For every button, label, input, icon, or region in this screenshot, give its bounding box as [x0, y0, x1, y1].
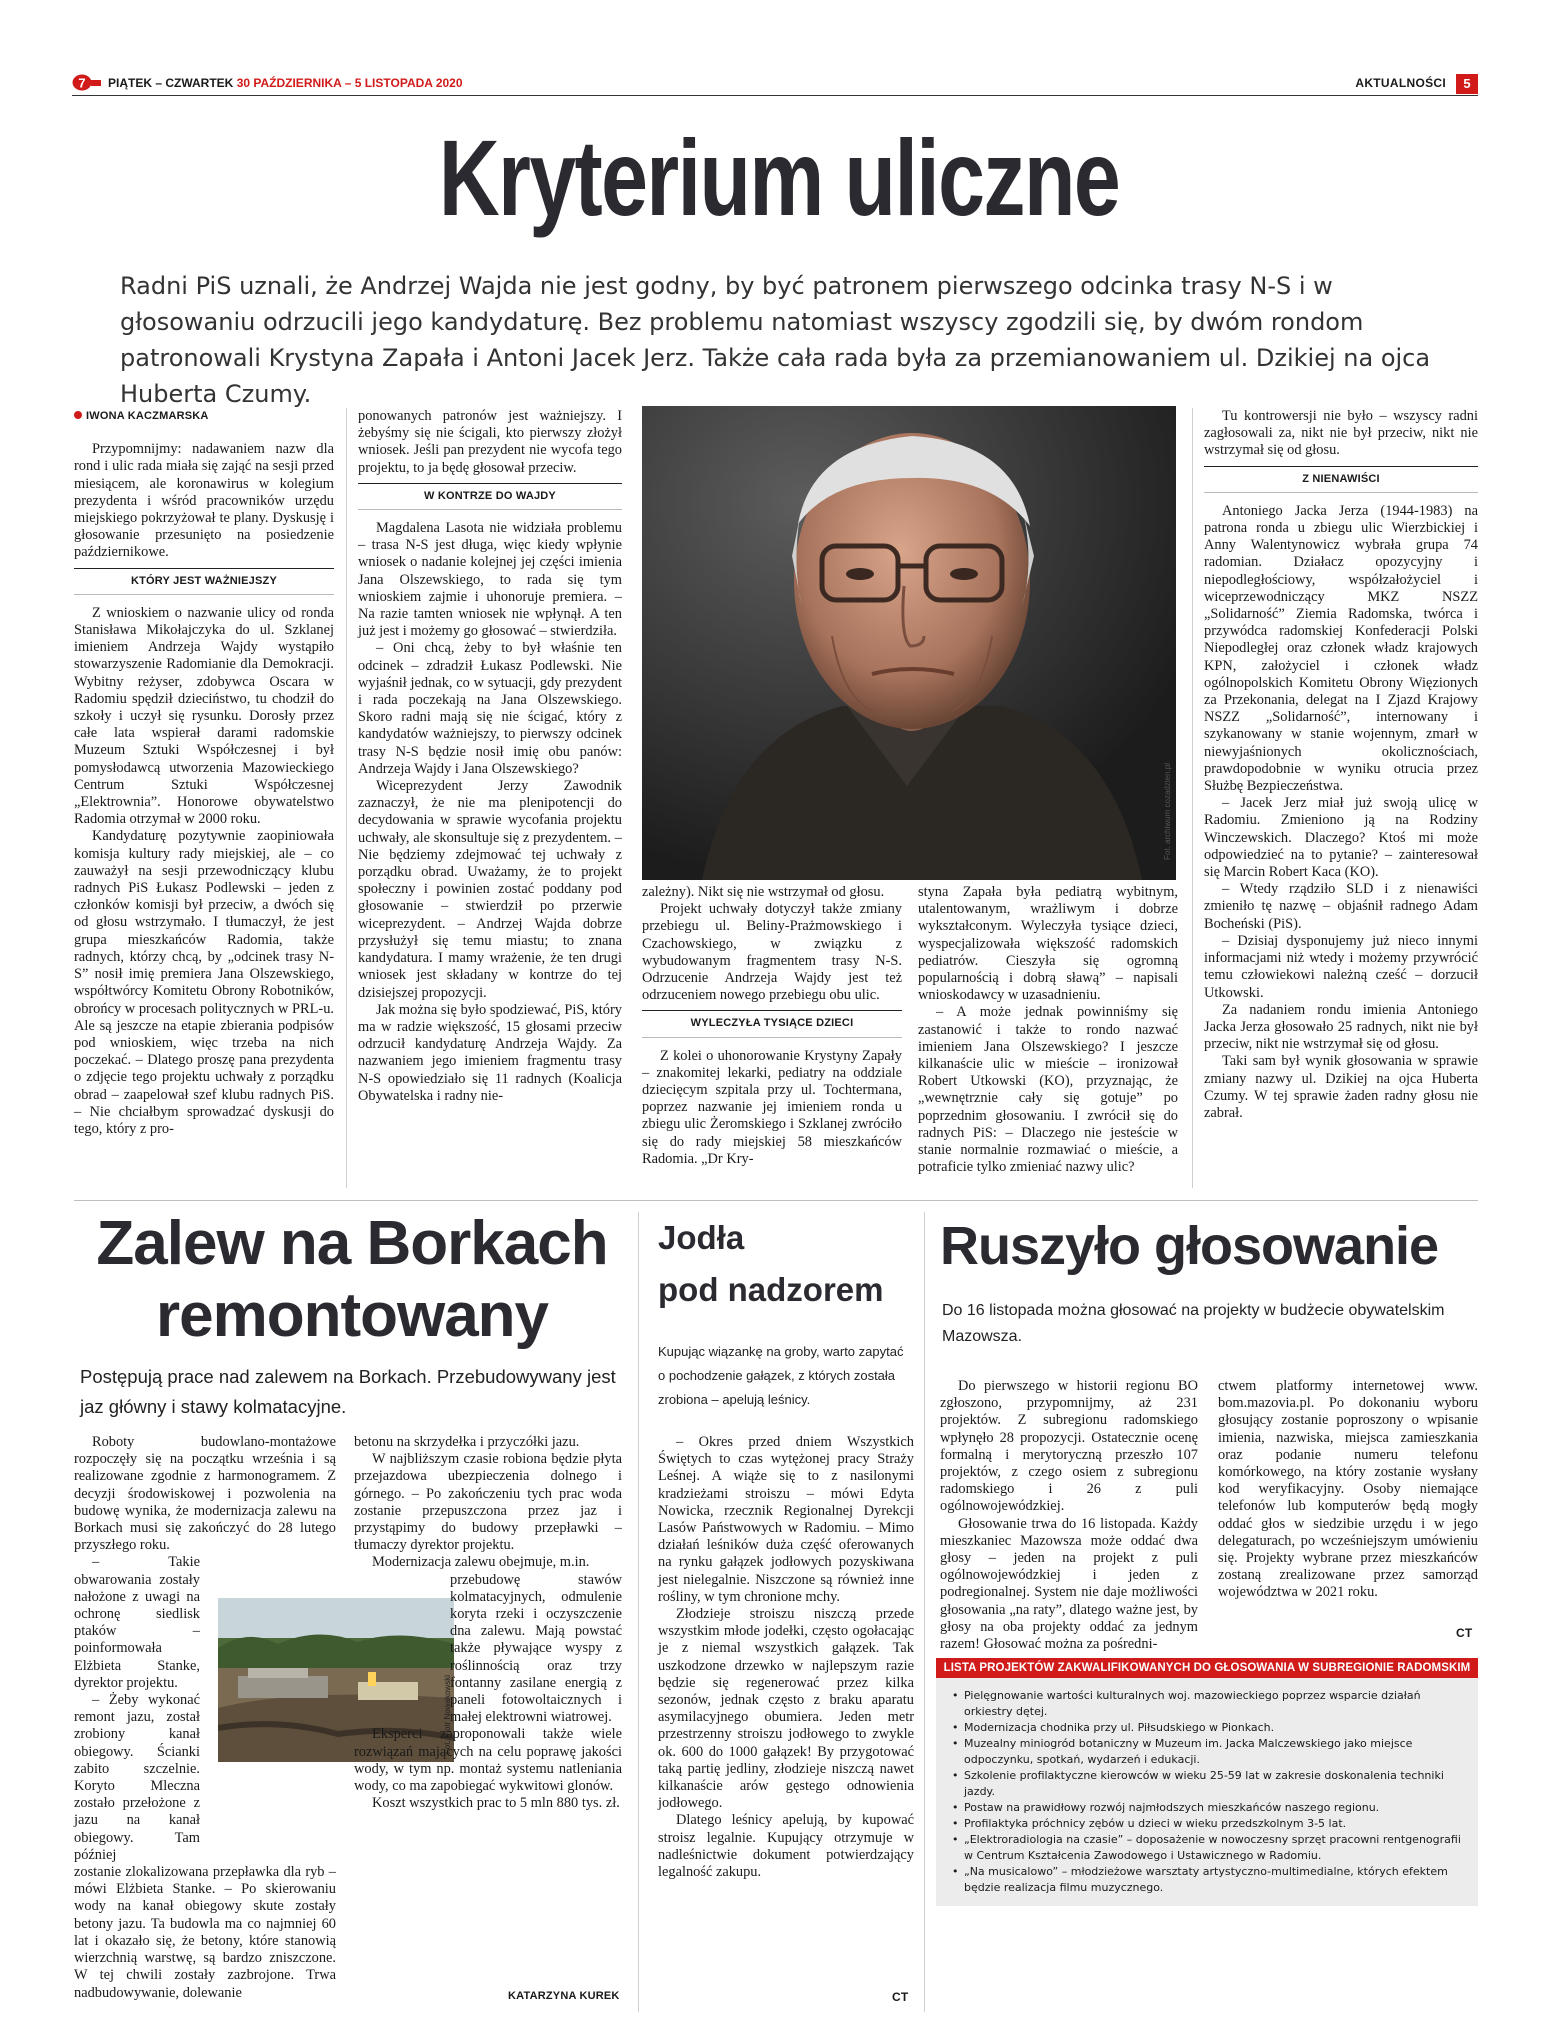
column-divider	[924, 1212, 925, 2012]
projects-list	[936, 1678, 1478, 1906]
paragraph: – Wtedy rządziło SLD i z nienawiści zmieniło tę nazwę – objaśnił radnego Adam Bocheński (PiS).	[1204, 881, 1478, 932]
column-divider	[346, 408, 347, 1188]
paragraph: Projekt uchwały dotyczył także zmiany przebiegu ul. Beliny-Prażmowskiego i Czachowskiego, w związku z wybudowanym fragmentem trasy N-S. Odrzucenie Andrzeja Wajdy jest też odrzuceniem nowego przebiegu obu ulic.	[642, 901, 902, 1004]
column-divider	[638, 1212, 639, 2012]
paragraph: – Jacek Jerz miał już swoją ulicę w Radomiu. Zmieniono ją na Rodziny Winczewskich. Dlaczego? Ktoś mi może odpowiedzieć na to pytanie? – zainteresował się Marcin Robert Kaca (KO).	[1204, 795, 1478, 881]
paragraph: ctwem platformy internetowej www. bom.mazovia.pl. Po dokonaniu wyboru głosujący zostanie poproszony o wpisanie imienia, nazwiska, miejsca zamieszkania oraz podanie numeru telefonu komórkowego, na który zostanie wysłany kod weryfikacyjny. Osoby niemające telefonów lub komputerów będą mogły oddać głos w siedzibie urzędu i w jego delegaturach, po wcześniejszym umówieniu się. Projekty wybrane przez mieszkańców zostaną zrealizowane przez samorząd województwa w 2021 roku.	[1218, 1378, 1478, 1601]
paragraph: ponowanych patronów jest ważniejszy. I żebyśmy się nie ścigali, kto pierwszy złożył wniosek. Jeśli pan prezydent nie wycofa tego projektu, to ja będę głosował przeciw.	[358, 408, 622, 476]
subheading: W KONTRZE DO WAJDY	[358, 483, 622, 510]
jodla-author: CT	[892, 1990, 909, 2004]
main-column-3	[642, 884, 902, 1168]
main-column-1	[74, 408, 334, 1138]
projects-list-body	[936, 1678, 1478, 1906]
zalew-headline: Zalew na Borkach remontowany	[96, 1209, 608, 1350]
paragraph: Z wnioskiem o nazwanie ulicy od ronda Stanisława Mikołajczyka do ul. Szklanej imieniem Andrzeja Wajdy wystąpiło stowarzyszenie Radomianie dla Demokracji. Wybitny reżyser, zdobywca Oscara w Radomiu spędził dzieciństwo, tu chodził do szkoły i uczył się rysunku. Dorosły przez całe lata wspierał darami radomskie Muzeum Sztuki Współczesnej i był pomysłodawcą utworzenia Mazowieckiego Centrum Sztuki Współczesnej „Elektrownia”. Honorowe obywatelstwo Radomia otrzymał w 2000 roku.	[74, 604, 334, 828]
bo-headline: Ruszyło głosowanie	[940, 1216, 1439, 1276]
bo-lead: Do 16 listopada można głosować na projekty w budżecie obywatelskim Mazowsza.	[942, 1302, 1445, 1345]
paragraph: Przypomnijmy: nadawaniem nazw dla rond i ulic rada miała się zająć na sesji przed miesiącem, ale koronawirus w kolegium prezydenta i wśród pracowników urzędu miejskiego pokrzyżował te plany. Dyskusję i głosowanie przesunięto na posiedzenie październikowe.	[74, 441, 334, 561]
paragraph: – A może jednak powinniśmy się zastanowić i także to rondo nazwać imieniem Jana Olszewskiego? I jeszcze kilkanaście ulic w mieście – ironizował Robert Utkowski (KO), przyznając, że „wewnętrznie cały się gotuje” po poprzednim głosowaniu. I zwrócił się do radnych PiS: – Dlaczego nie jesteście w stanie normalnie rozmawiać o mieście, a potraficie tylko zmieniać nazwy ulic?	[918, 1004, 1178, 1176]
paragraph: – Dzisiaj dysponujemy już nieco innymi informacjami niż wtedy i możemy przywrócić temu człowiekowi należną cześć – dorzucił Utkowski.	[1204, 932, 1478, 1001]
paragraph: Złodzieje stroiszu niszczą przede wszystkim młode jodełki, często ogołacając je z niemal wszystkich gałązek. Tak uszkodzone drzewko w najlepszym razie będzie się regenerować przez kilka sezonów, jednak często z braku aparatu asymilacyjnego obumiera. Jeden metr przestrzenny stroiszu jodłowego to zwykle ok. 600 do 1000 gałązek! By przygotować taką partię jedliny, złodzieje niszczą nawet kilkanaście arów gęstego odnowienia jodłowego.	[658, 1606, 914, 1812]
jodla-lead: Kupując wiązankę na groby, warto zapytać o pochodzenie gałązek, z których została zrobiona – apelują leśnicy.	[658, 1344, 904, 1407]
paragraph: Roboty budowlano-montażowe rozpoczęły się na początku września i są realizowane zgodnie z harmonogramem. Z decyzji środowiskowej i pozwolenia na budowę wynika, że modernizacja zalewu na Borkach musi się zakończyć do 28 lutego przyszłego roku.	[74, 1434, 336, 1554]
paragraph: – Oni chcą, żeby to był właśnie ten odcinek – zdradził Łukasz Podlewski. Nie wyjaśnił jednak, co w sytuacji, gdy prezydent i rada poczekają na Jana Olszewskiego. Skoro radni mają się nie ścigać, który z kandydatów ważniejszy, to pierwszy odcinek trasy N-S będzie nosił imię obu panów: Andrzeja Wajdy i Jana Olszewskiego?	[358, 640, 622, 777]
paragraph: Koszt wszystkich prac to 5 mln 880 tys. zł.	[372, 1795, 620, 1812]
paragraph: – Żeby wykonać remont jazu, został zrobiony kanał obiegowy. Ścianki zabito szczelnie. Koryto Mleczna zostało przełożone z jazu na kanał obiegowy. Tam później	[74, 1692, 200, 1863]
jodla-column	[658, 1434, 914, 1881]
paragraph: przebudowę stawów kolmatacyjnych, odmulenie koryta rzeki i oczyszczenie dna zalewu. Mają powstać także pływające wyspy z roślinnością oraz trzy fontanny zasilane energią z paneli fotowoltaicznych i małej elektrowni wiatrowej.	[450, 1571, 622, 1726]
list-item: • Muzealny miniogród botaniczny w Muzeum im. Jacka Malczewskiego jako miejsce odpoczynku, spotkań, wydarzeń i edukacji.	[964, 1736, 1464, 1768]
list-item: • „Na musicalowo” – młodzieżowe warsztaty artystyczno-multimedialne, których efektem będzie realizacja filmu muzycznego.	[964, 1864, 1464, 1896]
projects-list-box	[936, 1658, 1478, 1906]
paragraph: W najbliższym czasie robiona będzie płyta przejazdowa ubezpieczenia dolnego i górnego. – Po zakończeniu tych prac woda zostanie przepuszczona przez jaz i przystąpimy do budowy przepławki – tłumaczy dyrektor projektu.	[354, 1451, 622, 1554]
paragraph: Tu kontrowersji nie było – wszyscy radni zagłosowali za, nikt nie był przeciw, nikt nie wstrzymał się od głosu.	[1204, 408, 1478, 459]
header-rule	[72, 95, 1478, 96]
list-item: • Pielęgnowanie wartości kulturalnych woj. mazowieckiego poprzez wsparcie działań orkiestry dętej.	[964, 1688, 1464, 1720]
photo-credit: Fot. archiwum cozadzien.pl	[1163, 763, 1172, 860]
paragraph: Antoniego Jacka Jerza (1944-1983) na patrona ronda u zbiegu ulic Wierzbickiej i Anny Walentynowicz wybrała grupa 74 radomian. Działacz opozycyjny i niepodległościowy, współzałożyciel i wiceprzewodniczący MKZ NSZZ „Solidarność” Ziemia Radomska, twórca i przywódca radomskiej Konfederacji Polski Niepodległej oraz członek władz krajowych KPN, założyciel i członek władz ogólnopolskich Komitetu Obrony Więzionych za Przekonania, delegat na I Zjazd Krajowy NSZZ „Solidarność”, internowany i szykanowany w stanie wojennym, zmarł w niewyjaśnionych okolicznościach, prawdopodobnie w wyniku otrucia przez Służbę Bezpieczeństwa.	[1204, 502, 1478, 795]
main-headline: Kryterium uliczne	[438, 117, 1120, 238]
column-divider	[1192, 408, 1193, 1188]
zalew-column-2	[354, 1434, 622, 1812]
main-lead: Radni PiS uznali, że Andrzej Wajda nie jest godny, by być patronem pierwszego odcinka trasy N-S i w głosowaniu odrzucili jego kandydaturę. Bez problemu natomiast wszyscy zgodzili się, by dwóm rondom patronowali Krystyna Zapała i Antoni Jacek Jerz. Także cała rada była za przemianowaniem ul. Dzikiej na ojca Huberta Czumy.	[120, 272, 1431, 408]
list-item: • Profilaktyka próchnicy zębów u dzieci w wieku przedszkolnym 3-5 lat.	[964, 1816, 1464, 1832]
paragraph: Kandydaturę pozytywnie zaopiniowała komisja kultury rady miejskiej, ale – co zauważył na sesji przewodniczący klubu radnych PiS Łukasz Podlewski – jeden z członków komisji był przeciw, a dwóch się od głosu wstrzymało. I tłumaczył, że jest grupa mieszkańców Radomia, także radnych, którzy chcą, by „odcinek trasy N-S” nosił imię premiera Jana Olszewskiego, współtwórcy Komitetu Obrony Robotników, obrońcy w procesach politycznych w PRL-u. Ale są jeszcze na etapie zbierania podpisów pod wnioskiem, więc trzeba na nich poczekać. – Dlatego proszę pana prezydenta o zdjęcie tego projektu uchwały z porządku obrad – zaapelował szef klubu radnych PiS. – Nie chciałbym sprowadzać dyskusji do tego, który z pro-	[74, 828, 334, 1137]
paragraph: Taki sam był wynik głosowania w sprawie zmiany nazwy ul. Dzikiej na ojca Huberta Czumy. W tej sprawie żaden radny głosu nie zabrał.	[1204, 1053, 1478, 1121]
paragraph: Dlatego leśnicy apelują, by kupować stroisz legalnie. Kupujący otrzymuje w nadleśnictwie dokument potwierdzający legalność zakupu.	[658, 1812, 914, 1881]
zalew-lead: Postępują prace nad zalewem na Borkach. Przebudowywany jest jaz główny i stawy kolmatacyjne.	[80, 1366, 616, 1417]
main-column-4	[918, 884, 1178, 1176]
list-item: • Szkolenie profilaktyczne kierowców w wieku 25-59 lat w zakresie doskonalenia techniki jazdy.	[964, 1768, 1464, 1800]
paragraph: styna Zapała była pediatrą wybitnym, utalentowanym, wrażliwym i dobrze wykształconym. Wyleczyła tysiące dzieci, wyspecjalizowała większość radomskich pediatrów. Cieszyła się ogromną popularnością i dobrą sławą” – napisali wnioskodawcy w uzasadnieniu.	[918, 884, 1178, 1004]
page-number: 5	[1456, 74, 1478, 94]
section-label: AKTUALNOŚCI	[1355, 76, 1446, 90]
list-item: • Postaw na prawidłowy rozwój najmłodszych mieszkańców naszego regionu.	[964, 1800, 1464, 1816]
jodla-headline: Jodła pod nadzorem	[658, 1219, 884, 1308]
section-divider	[74, 1200, 1478, 1201]
author-byline: IWONA KACZMARSKA	[74, 408, 334, 425]
paragraph: Modernizacja zalewu obejmuje, m.in.	[372, 1554, 590, 1571]
newspaper-logo-icon	[72, 74, 102, 91]
portrait-illustration	[642, 406, 1176, 880]
bo-author: CT	[1456, 1626, 1473, 1640]
paragraph: Głosowanie trwa do 16 listopada. Każdy mieszkaniec Mazowsza może oddać dwa głosy – jeden na projekt z puli ogólnowojewódzkiej i jeden z podregionalnej. System nie daje możliwości głosowania „na raty”, dlatego ważne jest, by głosy na oba projekty oddać za jednym razem! Głosować można za pośredni-	[940, 1515, 1198, 1653]
page-header	[72, 74, 1478, 94]
main-column-5	[1204, 408, 1478, 1122]
svg-text:7: 7	[78, 75, 86, 91]
list-item: • „Elektroradiologia na czasie” – doposażenie w nowoczesny sprzęt pracowni rentgenografii w Centrum Kształcenia Zawodowego i Ustawicznego w Radomiu.	[964, 1832, 1464, 1864]
paragraph: Wiceprezydent Jerzy Zawodnik zaznaczył, że nie ma plenipotencji do decydowania w sprawie wycofania projektu uchwały, ale skonsultuje się z prezydentem. – Nie będziemy zdejmować tej uchwały z porządku obrad. Uważamy, że to projekt społeczny i powinien zostać poddany pod głosowanie – stwierdził po przerwie wiceprezydent. – Andrzej Wajda dobrze przysłużył się temu miastu; to znana kandydatura. I mamy wrażenie, że ten drugi wniosek jest składany w kontrze do tej dzisiejszej propozycji.	[358, 778, 622, 1001]
paragraph: Jak można się było spodziewać, PiS, który ma w radzie większość, 15 głosami przeciw odrzucił kandydaturę Andrzeja Wajdy. Za nazwaniem jego imieniem fragmentu trasy N-S opowiedziało się 11 radnych (Koalicja Obywatelska i radny nie-	[358, 1001, 622, 1104]
paragraph: Magdalena Lasota nie widziała problemu – trasa N-S jest długa, więc kiedy wpłynie wniosek o nadanie kolejnej jej części imienia Jana Olszewskiego, to rada się tym wnioskiem zajmie i uhonoruje premiera. – Na razie tamten wniosek nie wpłynął. A ten już jest i możemy go głosować – stwierdziła.	[358, 520, 622, 640]
paragraph: – Okres przed dniem Wszystkich Świętych to czas wytężonej pracy Straży Leśnej. A wiąże się to z nasilonymi kradzieżami stroiszu – mówi Edyta Nowicka, rzecznik Regionalnej Dyrekcji Lasów Państwowych w Radomiu. – Mimo działań leśników duża część oferowanych na rynku gałązek jodłowych pozyskiwana jest nielegalnie. Niszczone są również inne rośliny, w tym chronione mchy.	[658, 1434, 914, 1605]
bo-column-1	[940, 1378, 1198, 1653]
paragraph: Eksperci zaproponowali także wiele rozwiązań mających na celu poprawę jakości wody, w tym np. montaż systemu natleniania wody, co ma zapobiegać wykwitowi glonów.	[354, 1726, 622, 1795]
paragraph: Do pierwszego w historii regionu BO zgłoszono, przypomnijmy, aż 231 projektów. Z subregionu radomskiego wpłynęło 28 propozycji. Ostatecznie ocenę formalną i merytoryczną przeszło 107 projektów, z czego osiem z subregionu radomskiego i 26 z puli ogólnowojewódzkiej.	[940, 1378, 1198, 1515]
paragraph: zostanie zlokalizowana przepławka dla ryb – mówi Elżbieta Stanke. – Po skierowaniu wody na kanał obiegowy skute zostały betony jazu. Ta budowla ma co najmniej 60 lat i okazało się, że betony, które stanowią wierzchnią warstwę, są bardzo zniszczone. W tej chwili zostały zazbrojone. Trwa nadbudowywanie, dolewanie	[74, 1864, 336, 2001]
subheading: WYLECZYŁA TYSIĄCE DZIECI	[642, 1010, 902, 1037]
projects-list-title: LISTA PROJEKTÓW ZAKWALIFIKOWANYCH DO GŁOSOWANIA W SUBREGIONIE RADOMSKIM	[936, 1658, 1478, 1678]
paragraph: Za nadaniem rondu imienia Antoniego Jacka Jerza głosowało 25 radnych, nikt nie był przeciw, nikt nie wstrzymał się od głosu.	[1204, 1001, 1478, 1053]
paragraph	[74, 1554, 200, 1864]
paragraph: zależny). Nikt się nie wstrzymał od głosu.	[642, 884, 885, 900]
subheading: Z NIENAWIŚCI	[1204, 466, 1478, 493]
portrait-photo	[642, 406, 1176, 880]
bullet-icon	[74, 411, 82, 419]
bo-column-2	[1218, 1378, 1478, 1602]
list-item: • Modernizacja chodnika przy ul. Piłsudskiego w Pionkach.	[964, 1720, 1464, 1736]
subheading: KTÓRY JEST WAŻNIEJSZY	[74, 568, 334, 595]
zalew-author: KATARZYNA KUREK	[508, 1990, 620, 2002]
issue-date: PIĄTEK – CZWARTEK 30 PAŹDZIERNIKA – 5 LISTOPADA 2020	[108, 76, 463, 90]
paragraph: Z kolei o uhonorowanie Krystyny Zapały – znakomitej lekarki, pediatry na oddziale dziecięcym szpitala przy ul. Tochtermana, poprzez nazwanie jej imieniem ronda u zbiegu ulic Żeromskiego i Szklanej zwróciło się do rady miejskiej 58 mieszkańców Radomia. „Dr Kry-	[642, 1047, 902, 1167]
paragraph: – Takie obwarowania zostały nałożone z uwagi na ochronę siedlisk ptaków – poinformowała Elżbieta Stanke, dyrektor projektu.	[74, 1554, 200, 1691]
photo-credit: Fot. Piotr Nowakowski	[443, 1674, 452, 1754]
main-column-2	[358, 408, 622, 1105]
paragraph: betonu na skrzydełka i przyczółki jazu.	[354, 1434, 580, 1450]
